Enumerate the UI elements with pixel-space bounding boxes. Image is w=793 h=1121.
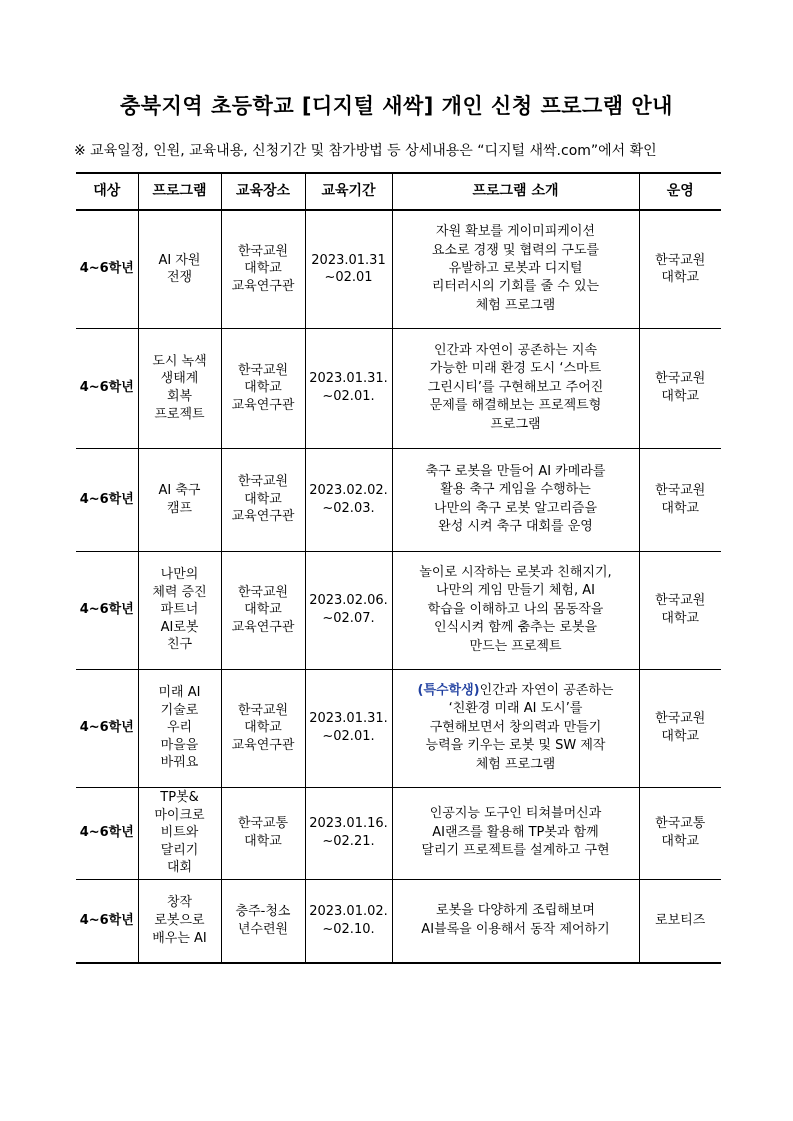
cell-target: 4~6학년: [76, 787, 138, 879]
header-intro: 프로그램 소개: [392, 173, 639, 210]
cell-intro: 인간과 자연이 공존하는 지속 가능한 미래 환경 도시 ‘스마트 그린시티’를 구현해보고 주어진 문제를 해결해보는 프로젝트형 프로그램: [392, 328, 639, 448]
cell-intro: 놀이로 시작하는 로봇과 친해지기, 나만의 게임 만들기 체험, AI 학습을 이해하고 나의 몸동작을 인식시켜 함께 춤추는 로봇을 만드는 프로젝트: [392, 551, 639, 669]
cell-operator: 한국교원 대학교: [639, 210, 721, 328]
cell-operator: 한국교원 대학교: [639, 551, 721, 669]
cell-program: 나만의 체력 증진 파트너 AI로봇 친구: [138, 551, 221, 669]
cell-target: 4~6학년: [76, 669, 138, 787]
cell-period: 2023.01.02. ~02.10.: [305, 879, 392, 963]
cell-period: 2023.01.31 ~02.01: [305, 210, 392, 328]
cell-intro: 로봇을 다양하게 조립해보며 AI블록을 이용해서 동작 제어하기: [392, 879, 639, 963]
cell-intro: 축구 로봇을 만들어 AI 카메라를 활용 축구 게임을 수행하는 나만의 축구 로봇 알고리즘을 완성 시켜 축구 대회를 운영: [392, 448, 639, 551]
cell-target: 4~6학년: [76, 879, 138, 963]
cell-program: TP봇& 마이크로 비트와 달리기 대회: [138, 787, 221, 879]
cell-period: 2023.01.16. ~02.21.: [305, 787, 392, 879]
cell-intro: (특수학생)인간과 자연이 공존하는 ‘친환경 미래 AI 도시’를 구현해보면서 창의력과 만들기 능력을 키우는 로봇 및 SW 제작 체험 프로그램: [392, 669, 639, 787]
cell-intro: 자원 확보를 게이미피케이션 요소로 경쟁 및 협력의 구도를 유발하고 로봇과 디지털 리터러시의 기회를 줄 수 있는 체험 프로그램: [392, 210, 639, 328]
program-table: [76, 172, 721, 964]
cell-operator: 한국교원 대학교: [639, 328, 721, 448]
table-row: [76, 879, 721, 963]
table-row: [76, 328, 721, 448]
cell-place: 한국교원 대학교 교육연구관: [221, 328, 305, 448]
cell-program: AI 자원 전쟁: [138, 210, 221, 328]
cell-target: 4~6학년: [76, 210, 138, 328]
cell-place: 한국교원 대학교 교육연구관: [221, 669, 305, 787]
cell-intro: 인공지능 도구인 티쳐블머신과 AI랜즈를 활용해 TP봇과 함께 달리기 프로젝트를 설계하고 구현: [392, 787, 639, 879]
cell-place: 한국교원 대학교 교육연구관: [221, 551, 305, 669]
cell-target: 4~6학년: [76, 328, 138, 448]
cell-period: 2023.01.31. ~02.01.: [305, 328, 392, 448]
cell-operator: 한국교통 대학교: [639, 787, 721, 879]
cell-place: 한국교통 대학교: [221, 787, 305, 879]
cell-operator: 한국교원 대학교: [639, 448, 721, 551]
table-header-row: [76, 173, 721, 210]
cell-operator: 로보티즈: [639, 879, 721, 963]
cell-program: 도시 녹색 생태계 회복 프로젝트: [138, 328, 221, 448]
cell-place: 한국교원 대학교 교육연구관: [221, 210, 305, 328]
special-student-label: (특수학생): [417, 682, 480, 698]
cell-program: AI 축구 캠프: [138, 448, 221, 551]
cell-target: 4~6학년: [76, 551, 138, 669]
cell-period: 2023.02.06. ~02.07.: [305, 551, 392, 669]
header-target: 대상: [76, 173, 138, 210]
cell-target: 4~6학년: [76, 448, 138, 551]
cell-program: 창작 로봇으로 배우는 AI: [138, 879, 221, 963]
header-program: 프로그램: [138, 173, 221, 210]
table-row: [76, 210, 721, 328]
cell-period: 2023.01.31. ~02.01.: [305, 669, 392, 787]
table-row: [76, 669, 721, 787]
page-title: 충북지역 초등학교 [디지털 새싹] 개인 신청 프로그램 안내: [120, 94, 673, 118]
cell-operator: 한국교원 대학교: [639, 669, 721, 787]
notice-text: ※ 교육일정, 인원, 교육내용, 신청기간 및 참가방법 등 상세내용은 “디지털 새싹.com”에서 확인: [74, 143, 657, 159]
table-row: [76, 787, 721, 879]
cell-place: 한국교원 대학교 교육연구관: [221, 448, 305, 551]
table-row: [76, 551, 721, 669]
header-place: 교육장소: [221, 173, 305, 210]
header-period: 교육기간: [305, 173, 392, 210]
cell-place: 충주-청소 년수련원: [221, 879, 305, 963]
header-operator: 운영: [639, 173, 721, 210]
cell-period: 2023.02.02. ~02.03.: [305, 448, 392, 551]
table-row: [76, 448, 721, 551]
cell-program: 미래 AI 기술로 우리 마을을 바꿔요: [138, 669, 221, 787]
